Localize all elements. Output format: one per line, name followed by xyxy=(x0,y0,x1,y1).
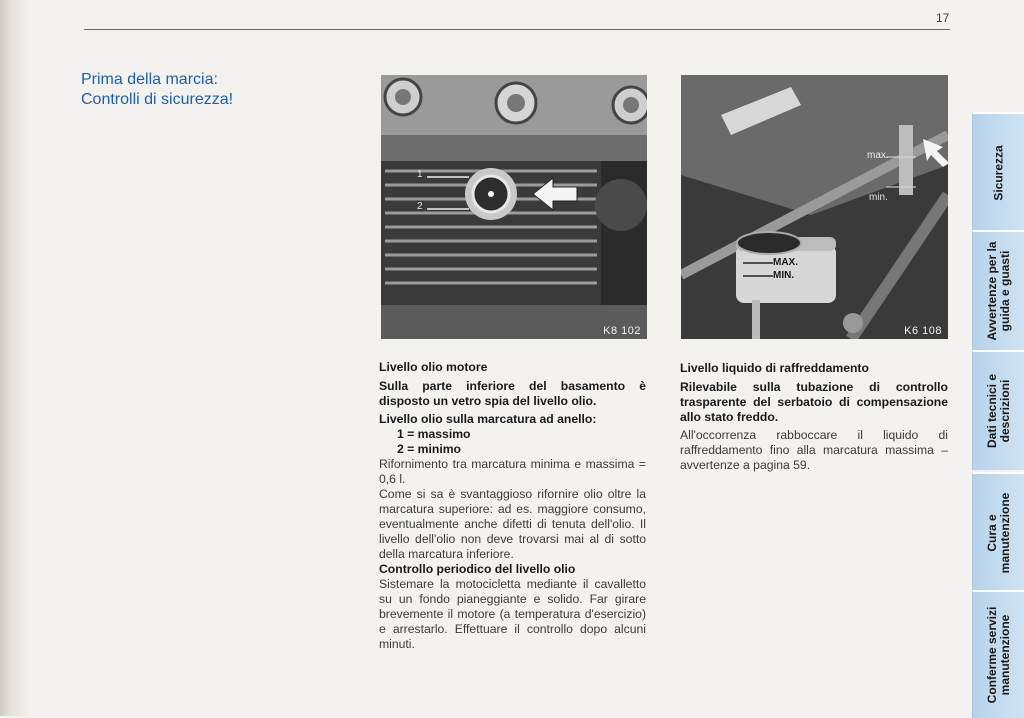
engine-oil-section xyxy=(379,360,646,652)
header-rule xyxy=(84,29,950,30)
tab-label: Dati tecnici e descrizioni xyxy=(985,373,1012,449)
section-title xyxy=(81,70,233,110)
label-min: min. xyxy=(869,192,888,203)
oil-item-max: 1 = massimo xyxy=(397,427,471,441)
marker-1: 1 xyxy=(417,169,423,180)
oil-intro: Sulla parte inferiore del basamento è disposto un vetro spia del livello olio. xyxy=(379,379,646,408)
coolant-heading: Livello liquido di raffreddamento xyxy=(680,361,869,375)
oil-refill-text: Rifornimento tra marcatura minima e massima = 0,6 l. xyxy=(379,457,646,486)
oil-subheading: Livello olio sulla marcatura ad anello: xyxy=(379,412,597,426)
tab-avvertenze[interactable] xyxy=(972,230,1024,350)
tab-label: Avvertenze per la guida e guasti xyxy=(985,241,1012,341)
oil-check-text: Sistemare la motocicletta mediante il cavalletto su un fondo pianeggiante e solido. Far girare brevemente il motore (a temperatura d'esercizio) e arrestarlo. Effettuare il controllo dopo alcuni minuti. xyxy=(379,577,646,651)
section-title-line-1: Prima della marcia: xyxy=(81,71,218,88)
photo-right-code: K6 108 xyxy=(904,325,942,337)
label-max: max. xyxy=(867,150,889,161)
oil-heading: Livello olio motore xyxy=(379,360,488,374)
photo-left-code: K8 102 xyxy=(603,325,641,337)
tab-label: Conferme servizi manutenzione xyxy=(985,606,1012,704)
label-MIN: MIN. xyxy=(773,270,795,281)
label-MAX: MAX. xyxy=(773,257,798,268)
coolant-section xyxy=(680,361,948,473)
marker-2: 2 xyxy=(417,201,423,212)
tab-cura-manutenzione[interactable] xyxy=(972,472,1024,592)
coolant-body-text: All'occorrenza rabboccare il liquido di raffreddamento fino alla marcatura massima – avvertenze a pagina 59. xyxy=(680,428,948,472)
tab-conferme-servizi[interactable] xyxy=(972,590,1024,718)
section-title-line-2: Controlli di sicurezza! xyxy=(81,91,234,108)
oil-sight-glass-photo xyxy=(381,75,647,339)
tab-label: Cura e manutenzione xyxy=(985,492,1012,574)
coolant-reservoir-photo xyxy=(681,75,948,339)
coolant-bold-text: Rilevabile sulla tubazione di controllo trasparente del serbatoio di compensazione allo stato freddo. xyxy=(680,380,948,424)
page-number: 17 xyxy=(936,11,950,25)
tab-dati-tecnici[interactable] xyxy=(972,350,1024,470)
tab-label: Sicurezza xyxy=(991,145,1006,201)
tab-sicurezza[interactable] xyxy=(972,112,1024,232)
book-spine-shadow xyxy=(0,0,30,716)
oil-item-min: 2 = minimo xyxy=(397,442,462,456)
oil-warning-text: Come si sa è svantaggioso rifornire olio oltre la marcatura superiore: ad es. maggiore consumo, eventualmente anche difetti di tenuta dell'olio. Il livello dell'olio non deve trovarsi mai al di sotto della marcatura inferiore. xyxy=(379,487,646,561)
oil-check-heading: Controllo periodico del livello olio xyxy=(379,562,576,576)
reservoir-illustration xyxy=(681,75,948,339)
